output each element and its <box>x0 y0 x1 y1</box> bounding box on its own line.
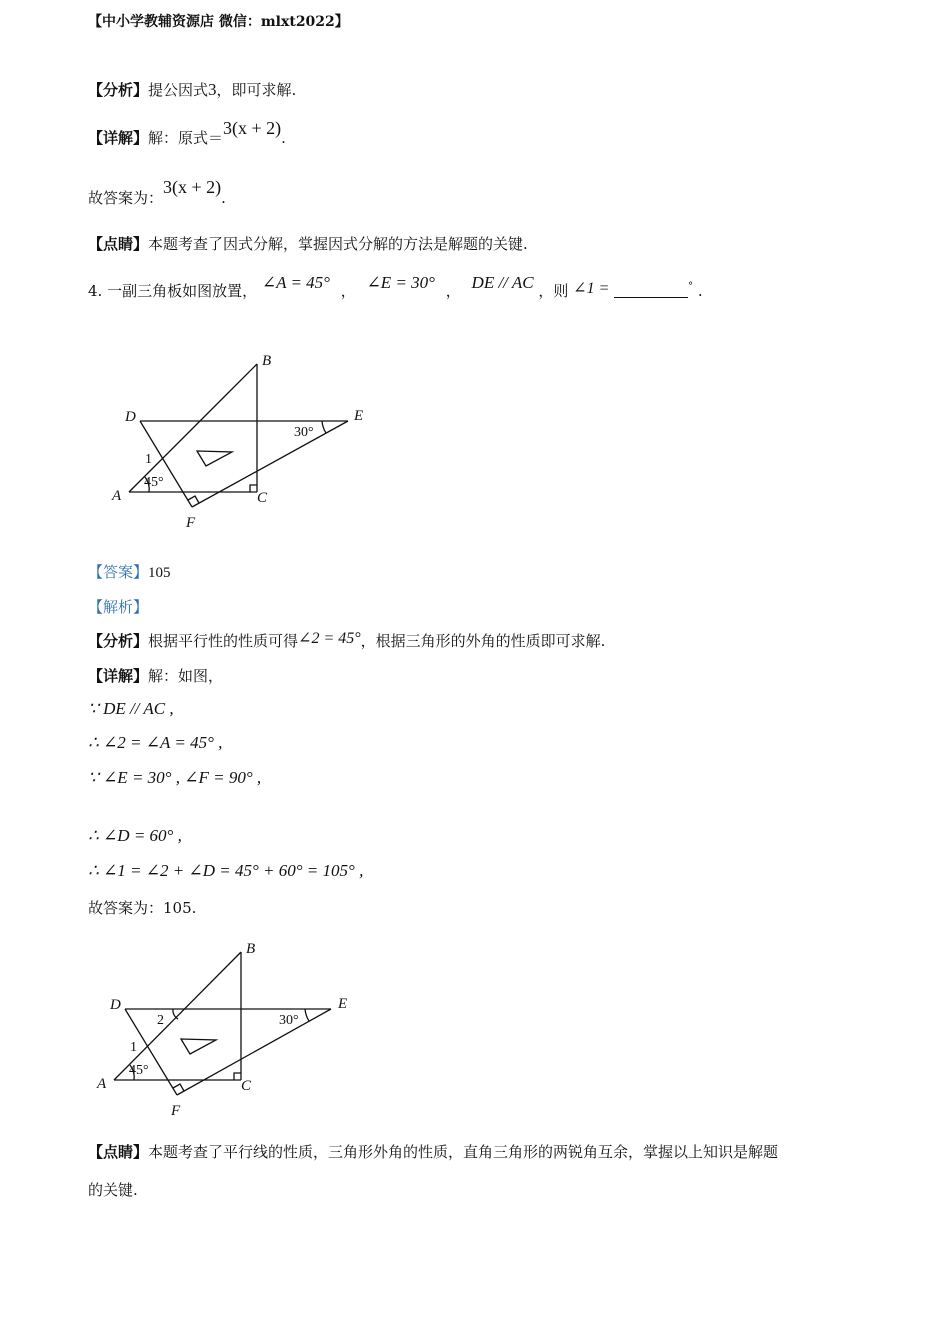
triangle-figure-2 <box>90 935 370 1125</box>
triangle-hole <box>197 451 232 466</box>
comment-line-1 <box>88 1142 778 1162</box>
analysis-line <box>88 631 605 652</box>
question-end: . <box>697 282 703 300</box>
comment-text-2: 本题考查了平行线的性质，三角形外角的性质，直角三角形的两锐角互余，掌握以上知识是解题 <box>148 1143 779 1161</box>
label-angle-1: 1 <box>145 452 152 467</box>
analysis-expression: ∠2 = 45° <box>298 630 361 647</box>
label-c-2: C <box>241 1078 252 1094</box>
triangle-hole-2 <box>181 1039 216 1054</box>
label-d: D <box>125 409 136 425</box>
step-5: ∴ ∠1 = ∠2 + ∠D = 45° + 60° = 105° , <box>88 861 364 880</box>
prev-answer <box>88 177 226 208</box>
line-ab-2 <box>114 952 241 1080</box>
detail-end: . <box>281 129 286 147</box>
analysis-text-2b: ，根据三角形的外角的性质即可求解. <box>360 632 606 650</box>
prev-analysis <box>88 80 296 100</box>
question-tail: ，则 <box>538 282 569 300</box>
step-2: ∴ ∠2 = ∠A = 45° , <box>88 733 223 752</box>
final-answer: 故答案为：105. <box>88 899 197 917</box>
label-e: E <box>354 408 364 424</box>
label-a-2: A <box>97 1076 107 1092</box>
comment-tag-2: 【点睛】 <box>88 1143 149 1161</box>
analysis-text: 提公因式 <box>148 81 209 99</box>
detail-line <box>88 666 223 686</box>
analysis-text-end: ，即可求解. <box>216 81 297 99</box>
condition-e: ∠E = 30° <box>366 273 435 292</box>
comment-line-2: 的关键. <box>88 1181 138 1199</box>
label-c: C <box>257 490 268 506</box>
label-angle-1-2: 1 <box>130 1040 137 1055</box>
right-angle-c <box>250 485 257 492</box>
detail-tag-2: 【详解】 <box>88 667 149 685</box>
angle-arc-2 <box>173 1009 178 1019</box>
triangle-figure-1 <box>100 345 380 540</box>
detail-text-2: 解：如图， <box>148 667 224 685</box>
jiexi-tag: 【解析】 <box>88 598 149 616</box>
answer-blank <box>614 283 688 298</box>
answer-end: . <box>221 189 226 207</box>
angle-arc-e <box>322 421 326 433</box>
angle-arc-e-2 <box>305 1009 309 1021</box>
label-f-2: F <box>171 1103 181 1119</box>
detail-expression: 3(x + 2) <box>223 118 282 138</box>
label-b-2: B <box>246 941 256 957</box>
label-30-2: 30° <box>279 1013 299 1028</box>
label-30: 30° <box>294 425 314 440</box>
step-1: ∵ DE // AC , <box>88 699 174 718</box>
question-text: 一副三角板如图放置， <box>107 282 258 300</box>
analysis-tag: 【分析】 <box>88 81 149 99</box>
line-fe <box>192 421 348 507</box>
label-e-2: E <box>338 996 348 1012</box>
answer-text: 故答案为： <box>88 189 164 207</box>
comment-tag: 【点睛】 <box>88 235 149 253</box>
label-45: 45° <box>144 475 164 490</box>
line-fe-2 <box>177 1009 331 1095</box>
step-3: ∵ ∠E = 30° , ∠F = 90° , <box>88 768 262 787</box>
analysis-number: 3 <box>208 80 217 99</box>
condition-a: ∠A = 45° <box>261 273 330 292</box>
page-header: 【中小学教辅资源店 微信：mlxt2022】 <box>88 14 349 30</box>
question-ask: ∠1 = <box>573 280 610 297</box>
comment-text: 本题考查了因式分解，掌握因式分解的方法是解题的关键. <box>148 235 528 253</box>
degree-mark: ° <box>688 281 694 292</box>
label-b: B <box>262 353 272 369</box>
analysis-tag-2: 【分析】 <box>88 632 149 650</box>
label-45-2: 45° <box>129 1063 149 1078</box>
label-angle-2: 2 <box>157 1013 164 1028</box>
right-angle-c-2 <box>234 1073 241 1080</box>
condition-parallel: DE // AC <box>471 273 534 292</box>
question-number: 4. <box>88 282 103 300</box>
label-a: A <box>112 488 122 504</box>
answer-tag: 【答案】 <box>88 563 149 581</box>
question-4: 4. 一副三角板如图放置， ∠A = 45° ， ∠E = 30° ， DE // AC ，则 ∠1 = ° . <box>88 273 703 300</box>
label-f: F <box>186 515 196 531</box>
prev-detail <box>88 118 286 148</box>
line-ab <box>129 364 257 492</box>
answer-value: 105 <box>148 565 171 581</box>
label-d-2: D <box>110 997 121 1013</box>
detail-tag: 【详解】 <box>88 129 149 147</box>
answer-expression: 3(x + 2) <box>163 177 222 197</box>
step-4: ∴ ∠D = 60° , <box>88 826 182 845</box>
prev-comment <box>88 234 528 254</box>
analysis-text-2: 根据平行性的性质可得 <box>148 632 299 650</box>
answer-line <box>88 562 171 583</box>
detail-text: 解：原式＝ <box>148 129 224 147</box>
